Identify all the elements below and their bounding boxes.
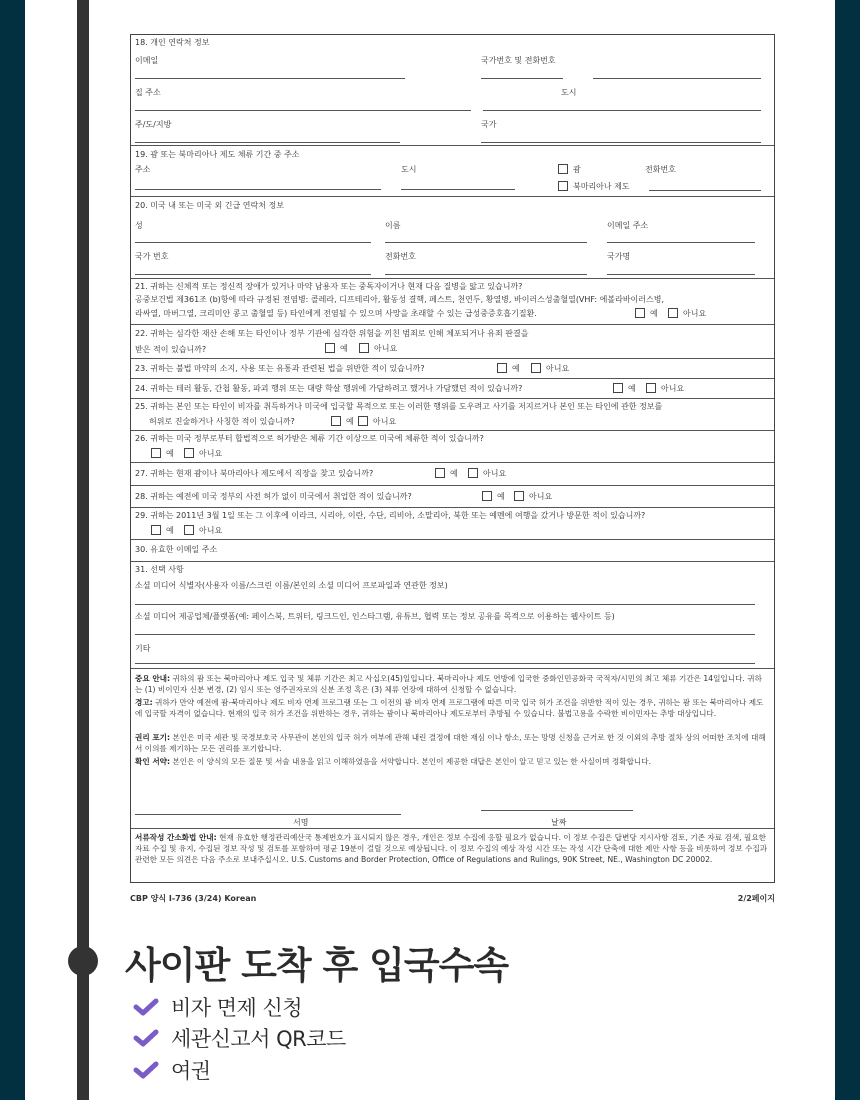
yes-label: 예 [166,449,174,458]
question-27 [131,463,774,486]
no-label: 아니요 [546,364,570,373]
check-icon [133,1028,159,1048]
q27-yes-checkbox[interactable] [435,468,445,478]
no-label: 아니요 [529,492,553,501]
last-name-label: 성 [135,221,143,230]
section-30-title: 30. 유효한 이메일 주소 [135,545,218,554]
other-field[interactable] [135,663,755,664]
q21-line3: 라싸열, 마버그열, 크리미안 콩고 출혈열 등) 타인에게 전염될 수 있으며 사망을 초래할 수 있는 급성중증호흡기질환. [135,309,537,318]
home-address-field[interactable] [135,110,471,111]
other-label: 기타 [135,644,151,653]
country-code-field[interactable] [481,78,563,79]
cnmi-checkbox[interactable] [558,181,568,191]
yes-label: 예 [166,526,174,535]
q29-no-checkbox[interactable] [184,525,194,535]
checklist-label: 세관신고서 QR코드 [171,1027,346,1051]
section-19-stay-address [131,146,774,197]
q23-text: 23. 귀하는 불법 마약의 소지, 사용 또는 유통과 관련된 법을 위반한 적이 있습니까? [135,364,425,373]
country-name-field[interactable] [607,274,755,275]
no-label: 아니요 [483,469,507,478]
no-label: 아니요 [683,309,707,318]
last-name-field[interactable] [135,242,371,243]
q24-text: 24. 귀하는 테러 활동, 간첩 활동, 파괴 행위 또는 대량 학살 행위에 가담하려고 했거나 가담했던 적이 있습니까? [135,384,523,393]
social-identifier-field[interactable] [135,604,755,605]
q27-text: 27. 귀하는 현재 괌이나 북마리아나 제도에서 직장을 찾고 있습니까? [135,469,374,478]
cnmi-label: 북마리아나 제도 [573,182,630,191]
guam-checkbox[interactable] [558,164,568,174]
warning-notice: 경고: 귀하가 만약 예전에 괌-북마리아나 제도 비자 면제 프로그램 또는 그 이전의 괌 비자 면제 프로그램에 따른 미국 입국 허가 조건을 위반한 적이 있는 경우, 귀하는 괌 또는 북마리아나 제도에 입국할 자격이 없습니다. 현재의 입국 허가 조건을 위반하는 경우, 귀하는 괌이나 북마리아나 제도로부터 추방될 수 있습니다. 불법고용을 수락한 비이민자는 추방 대상입니다. [135,698,764,718]
section-19-title: 19. 괌 또는 북마리아나 제도 체류 기간 중 주소 [135,150,300,159]
checklist-label: 비자 면제 신청 [171,996,303,1020]
section-30-email[interactable] [131,540,774,562]
date-label: 날짜 [551,818,567,827]
question-26 [131,431,774,463]
no-label: 아니요 [661,384,685,393]
question-23 [131,359,774,379]
q22-yes-checkbox[interactable] [325,343,335,353]
section-18-title: 18. 개인 연락처 정보 [135,38,210,47]
question-25 [131,399,774,431]
yes-label: 예 [346,417,354,426]
country-label: 국가 [481,120,497,129]
q24-no-checkbox[interactable] [646,383,656,393]
emergency-phone-label: 전화번호 [385,252,416,261]
q24-yes-checkbox[interactable] [613,383,623,393]
timeline-line [77,0,89,1100]
stay-phone-label: 전화번호 [645,165,676,174]
no-label: 아니요 [373,417,397,426]
q21-yes-checkbox[interactable] [635,308,645,318]
first-name-field[interactable] [385,242,587,243]
q25-line1: 25. 귀하는 본인 또는 타인이 비자를 취득하거나 미국에 입국할 목적으로 또는 이러한 행위를 도우려고 사기를 저지르거나 본인 또는 타인에 관한 정보를 [135,402,663,411]
emergency-email-label: 이메일 주소 [607,221,649,230]
section-18-personal-contact [131,35,774,146]
q26-text: 26. 귀하는 미국 정부로부터 합법적으로 허가받은 체류 기간 이상으로 미국에 체류한 적이 있습니까? [135,434,484,443]
yes-label: 예 [650,309,658,318]
date-field[interactable] [481,810,633,811]
question-28 [131,486,774,508]
no-label: 아니요 [199,526,223,535]
country-field[interactable] [481,142,761,143]
q26-yes-checkbox[interactable] [151,448,161,458]
q28-text: 28. 귀하는 예전에 미국 정부의 사전 허가 없이 미국에서 취업한 적이 있습니까? [135,492,412,501]
check-icon [133,1060,159,1080]
question-29 [131,508,774,540]
no-label: 아니요 [374,344,398,353]
q22-no-checkbox[interactable] [359,343,369,353]
question-22 [131,325,774,359]
q22-line2: 받은 적이 있습니까? [135,345,207,354]
q27-no-checkbox[interactable] [468,468,478,478]
yes-label: 예 [340,344,348,353]
q21-line2: 공중보건법 제361조 (b)항에 따라 규정된 전염병: 콜레라, 디프테리아, 활동성 결핵, 페스트, 천연두, 황열병, 바이러스성출혈열(VHF: 에볼라바이러스병, [135,295,665,304]
section-20-title: 20. 미국 내 또는 미국 외 긴급 연락처 정보 [135,201,284,210]
q25-yes-checkbox[interactable] [331,416,341,426]
city-field[interactable] [483,110,761,111]
paperwork-reduction-notice [131,829,774,884]
signature-label: 서명 [293,818,309,827]
q25-line2: 허위로 진술하거나 사칭한 적이 있습니까? [149,417,295,426]
emergency-email-field[interactable] [607,242,755,243]
signature-field[interactable] [135,814,401,815]
right-color-band [835,0,860,1100]
form-id: CBP 양식 I-736 (3/24) Korean [130,894,257,903]
emergency-country-code-field[interactable] [135,274,371,275]
q28-no-checkbox[interactable] [514,491,524,501]
email-field[interactable] [135,78,405,79]
section-heading: 사이판 도착 후 입국수속 [125,944,509,987]
yes-label: 예 [628,384,636,393]
state-label: 주/도/지방 [135,120,172,129]
waiver-notice: 권리 포기: 본인은 미국 세관 및 국경보호국 사무관이 본인의 입국 허가 여부에 관해 내린 결정에 대한 재심 이나 항소, 또는 망명 신청을 근거로 한 것 이외의 추방 절차 상의 어떠한 조치에 대해서 이의를 제기하는 모든 권리를 포기합니다. [135,733,766,753]
q23-no-checkbox[interactable] [531,363,541,373]
email-label: 이메일 [135,56,159,65]
phone-label: 국가번호 및 전화번호 [481,56,556,65]
checklist-item-customs-qr [133,1023,346,1053]
important-notice: 중요 안내: 귀하의 괌 또는 북마리아나 제도 입국 및 체류 기간은 최고 사십오(45)일입니다. 북마리아나 제도 연방에 입국한 중화인민공화국 국적자/시민의 최고 체류 기간은 14일입니다. 귀하는 (1) 비이민자 신분 변경, (2) 임시 또는 영주권자로의 신분 조정 혹은 (3) 체류 연장에 대하여 신청할 수 없습니다. [135,674,762,694]
first-name-label: 이름 [385,221,401,230]
cbp-form-i736-page2 [130,34,775,883]
social-provider-label: 소셜 미디어 제공업체/플랫폼(예: 페이스북, 트위터, 링크드인, 인스타그램, 유튜브, 협력 또는 정보 공유를 목적으로 이용하는 웹사이트 등) [135,612,615,621]
section-20-emergency-contact [131,197,774,279]
social-provider-field[interactable] [135,634,755,635]
emergency-phone-field[interactable] [385,274,587,275]
q26-no-checkbox[interactable] [184,448,194,458]
home-address-label: 집 주소 [135,88,161,97]
check-icon [133,997,159,1017]
stay-city-label: 도시 [401,165,417,174]
country-name-label: 국가명 [607,252,631,261]
section-31-title: 31. 선택 사항 [135,565,184,574]
q21-no-checkbox[interactable] [668,308,678,318]
yes-label: 예 [512,364,520,373]
stay-address-field[interactable] [135,189,381,190]
section-31-optional [131,562,774,669]
yes-label: 예 [497,492,505,501]
q25-no-checkbox[interactable] [358,416,368,426]
checklist-item-visa-waiver [133,992,302,1022]
question-21 [131,279,774,325]
q29-text: 29. 귀하는 2011년 3월 1일 또는 그 이후에 이라크, 시리아, 이란, 수단, 리비아, 소말리아, 북한 또는 예멘에 여행을 갔거나 방문한 적이 있습니까? [135,511,646,520]
guam-label: 괌 [573,165,581,174]
q21-line1: 21. 귀하는 신체적 또는 정신적 장애가 있거나 마약 남용자 또는 중독자이거나 현재 다음 질병을 앓고 있습니까? [135,282,523,291]
q22-line1: 22. 귀하는 심각한 재산 손해 또는 타인이나 정부 기관에 심각한 위험을 끼친 범죄로 인해 체포되거나 유죄 판결을 [135,329,529,338]
page-number: 2/2페이지 [737,894,775,903]
question-24 [131,379,774,399]
q29-yes-checkbox[interactable] [151,525,161,535]
stay-city-field[interactable] [401,189,515,190]
country-code-label: 국가 번호 [135,252,169,261]
stay-phone-field[interactable] [649,190,761,191]
left-color-band [0,0,25,1100]
social-identifier-label: 소셜 미디어 식별자(사용자 이름/스크린 이름/본인의 소셜 미디어 프로파일과 연관한 정보) [135,581,448,590]
yes-label: 예 [450,469,458,478]
no-label: 아니요 [199,449,223,458]
certification-notice: 확인 서약: 본인은 이 양식의 모든 질문 및 서술 내용을 읽고 이해하였음을 서약합니다. 본인이 제공한 대답은 본인이 알고 믿고 있는 한 사실이며 정확합니다. [135,757,652,766]
checklist-label: 여권 [171,1059,211,1083]
checklist-item-passport [133,1055,211,1085]
notice-and-signature [131,669,774,829]
pra-text: 서류작성 간소화법 안내: 현재 유효한 행정관리예산국 통제번호가 표시되지 않은 경우, 개인은 정보 수집에 응할 필요가 없습니다. 이 정보 수집은 답변당 지시사항 검토, 기존 자료 검색, 필요한 자료 수집 및 유지, 수집된 정보 작성 및 검토를 포함하여 평균 19분이 걸릴 것으로 예상됩니다. 이 정보 수집의 예상 작성 시간 또는 작성 시간 단축에 대한 제안 사항 등을 비롯하여 정보 수집과 관련한 모든 의견은 다음 주소로 보내주십시오. U.S. Customs and Border Protection, Office of Regulations and Rulings, 90K Street, NE., Washington DC 20002. [135,833,768,864]
city-label: 도시 [561,88,577,97]
q28-yes-checkbox[interactable] [482,491,492,501]
q23-yes-checkbox[interactable] [497,363,507,373]
state-field[interactable] [135,142,400,143]
stay-address-label: 주소 [135,165,151,174]
phone-field[interactable] [593,78,761,79]
timeline-dot [68,946,98,976]
